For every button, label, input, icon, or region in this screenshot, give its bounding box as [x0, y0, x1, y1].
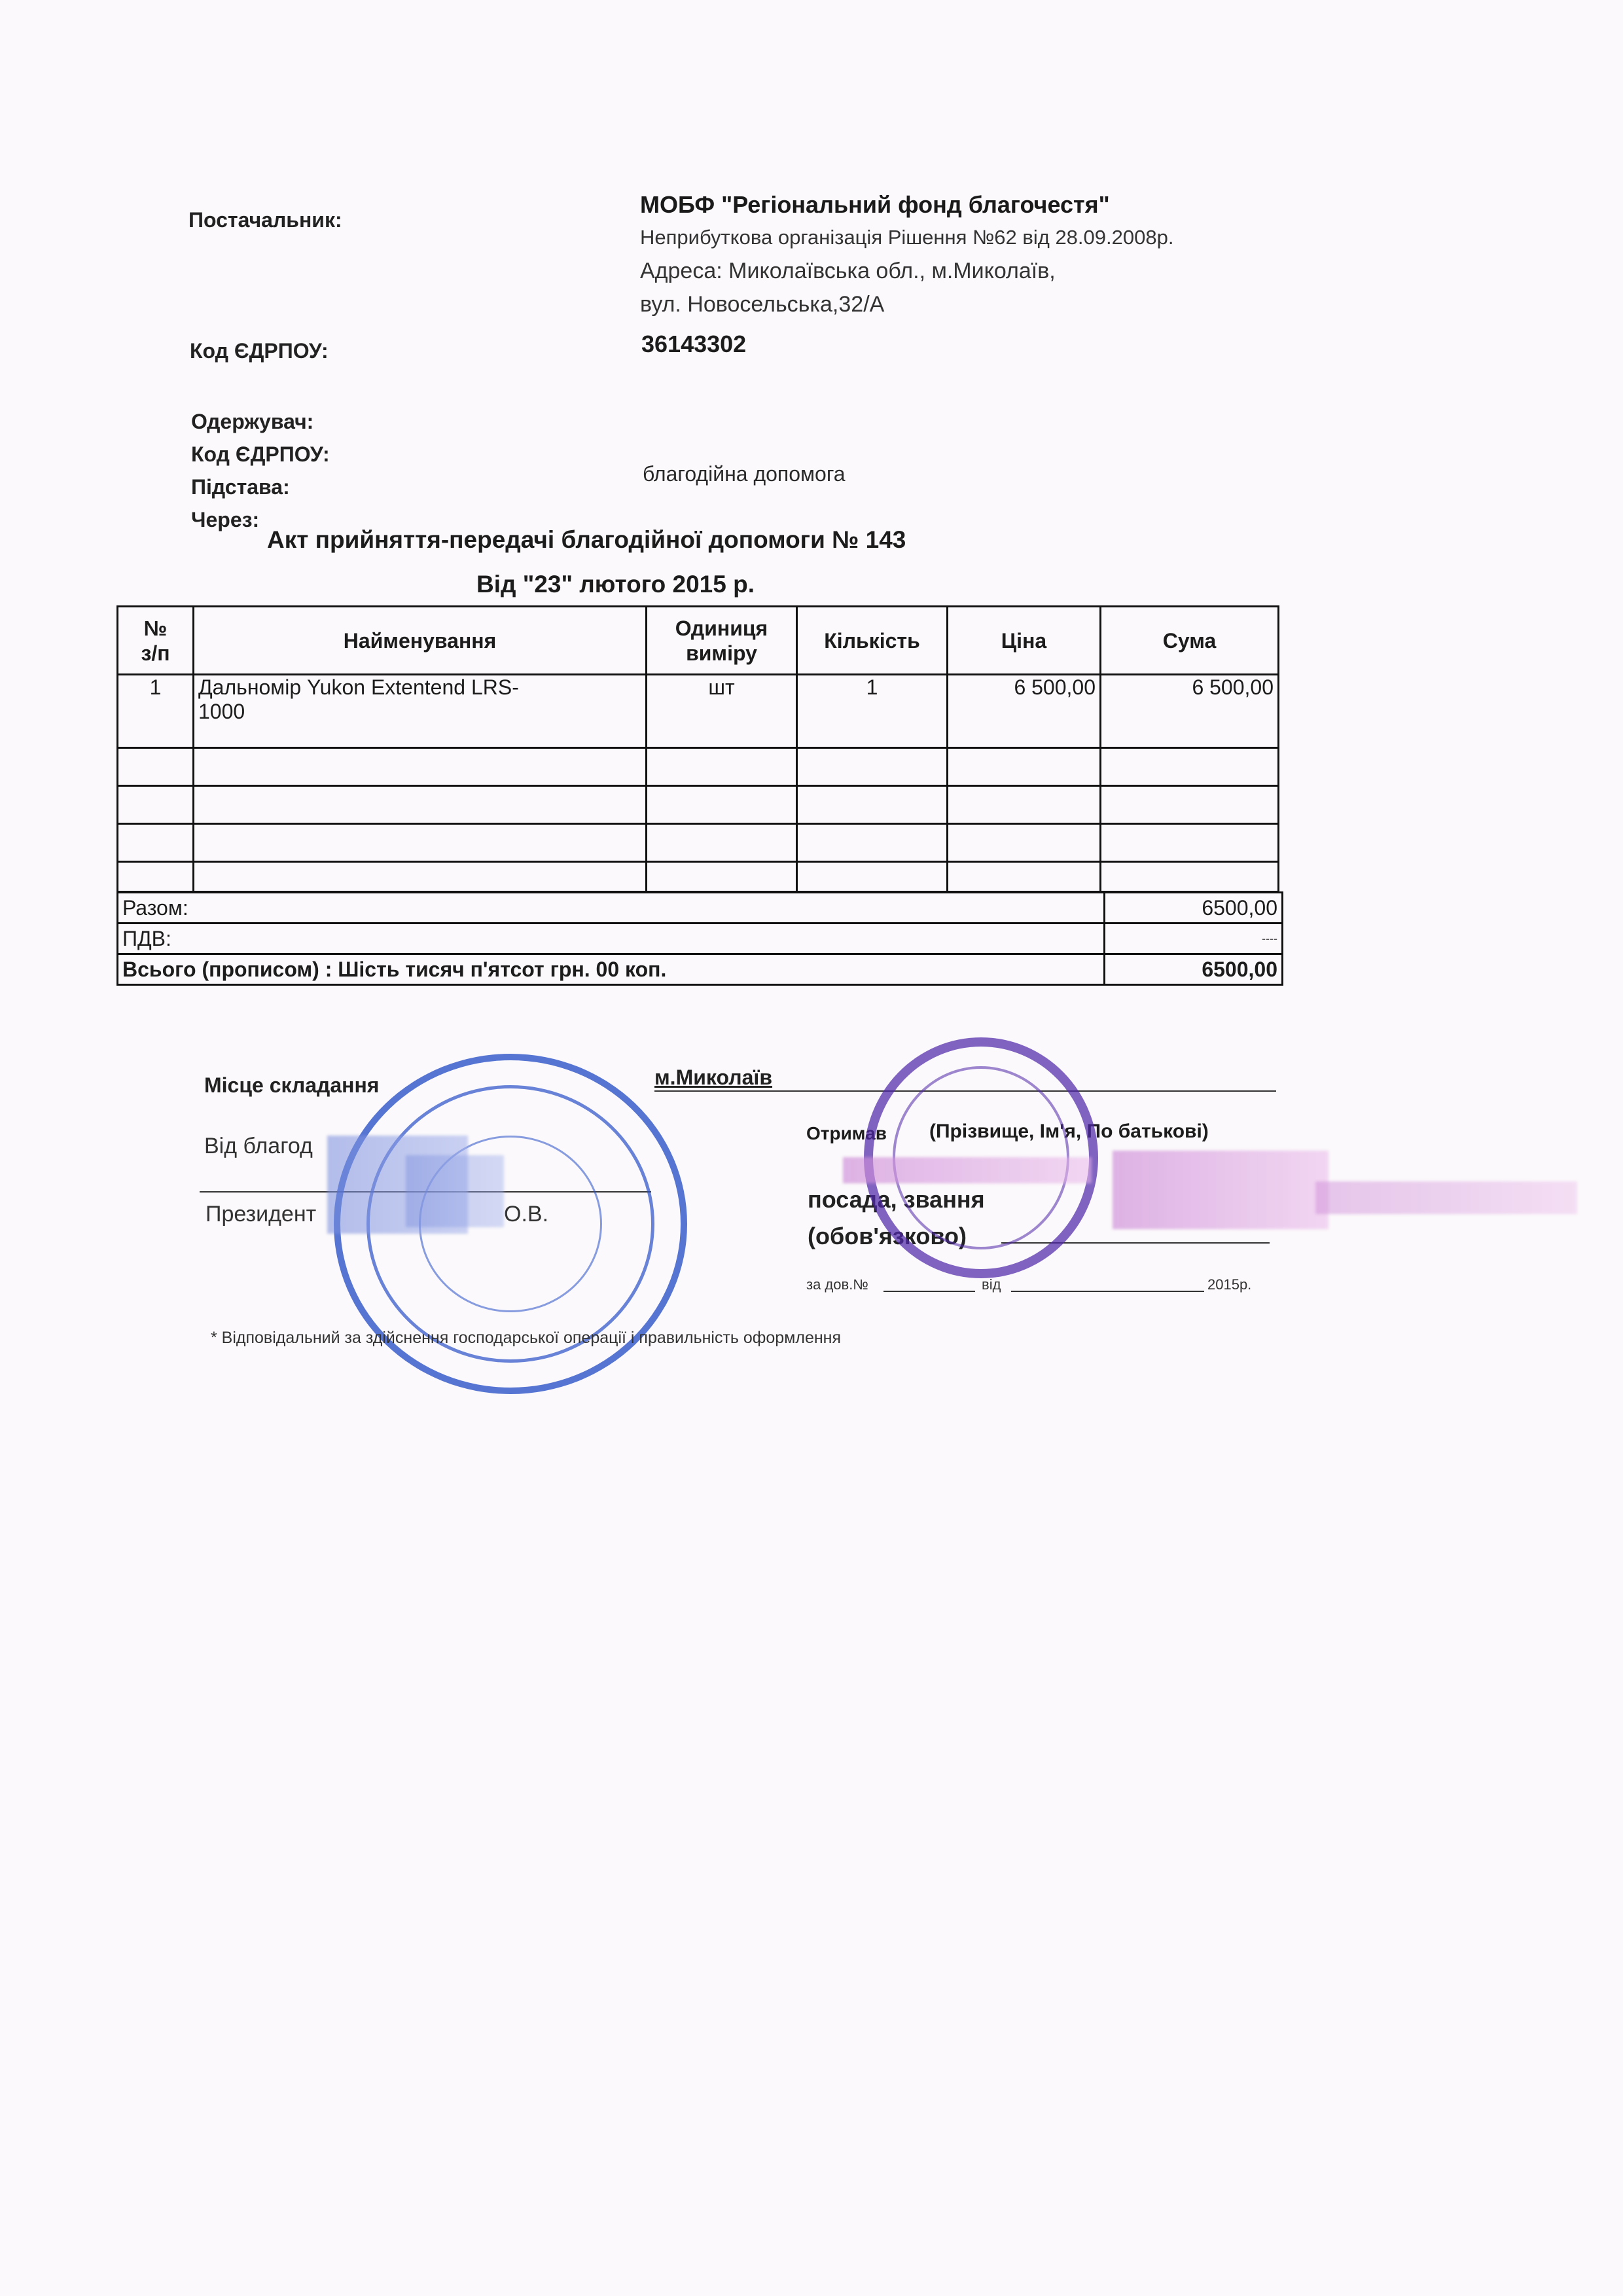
row-price: 6 500,00: [948, 675, 1101, 748]
poa-label: за дов.№: [806, 1276, 868, 1293]
poa-date-line: [1011, 1291, 1204, 1292]
row-unit: шт: [647, 675, 797, 748]
subtotal-value: 6500,00: [1105, 893, 1283, 924]
president-label: Президент: [205, 1202, 317, 1227]
table-row-empty: [118, 786, 1279, 824]
col-qty-header: Кількість: [797, 607, 948, 675]
col-unit-header: [647, 607, 797, 675]
poa-number-line: [883, 1291, 975, 1292]
row-name-line2: 1000: [198, 700, 245, 723]
position-line2: (обов'язково): [808, 1223, 967, 1249]
footnote: * Відповідальний за здійснення господарської операції і правильність оформлення: [211, 1329, 842, 1347]
col-num-header-line1: №: [143, 616, 168, 640]
table-row: [118, 675, 1279, 748]
received-label: Отримав: [806, 1123, 887, 1143]
basis-value: благодійна допомога: [643, 462, 846, 486]
supplier-code: 36143302: [641, 331, 747, 357]
vat-value: ----: [1105, 924, 1283, 954]
recipient-code-label: Код ЄДРПОУ:: [191, 442, 330, 466]
col-num-header-line2: з/п: [141, 641, 170, 665]
table-row-empty: [118, 862, 1279, 892]
position-line1: посада, звання: [808, 1186, 985, 1213]
redaction-pink-3: [1315, 1181, 1577, 1214]
place-label: Місце складання: [204, 1073, 380, 1097]
total-row: [118, 954, 1283, 985]
basis-label: Підстава:: [191, 475, 290, 499]
row-name-line1: Дальномір Yukon Extentend LRS-: [198, 675, 519, 699]
supplier-code-label: Код ЄДРПОУ:: [190, 339, 329, 363]
supplier-address-line2: вул. Новосельська,32/А: [640, 292, 885, 317]
recipient-label: Одержувач:: [191, 410, 314, 433]
supplier-status: Неприбуткова організація Рішення №62 від 28.09.2008р.: [640, 226, 1174, 249]
poa-from: від: [982, 1276, 1001, 1293]
redaction-pink-1: [843, 1157, 1092, 1183]
row-qty: 1: [797, 675, 948, 748]
totals-table: [116, 891, 1283, 986]
row-name: [194, 675, 647, 748]
vat-label: ПДВ:: [118, 924, 1105, 954]
supplier-name: МОБФ "Регіональний фонд благочестя": [640, 191, 1110, 218]
vat-row: [118, 924, 1283, 954]
col-name-header: Найменування: [194, 607, 647, 675]
table-header-row: [118, 607, 1279, 675]
supplier-address-line1: Адреса: Миколаївська обл., м.Миколаїв,: [640, 259, 1056, 283]
poa-year: 2015р.: [1207, 1276, 1252, 1293]
act-date: Від "23" лютого 2015 р.: [476, 571, 755, 598]
supplier-label: Постачальник:: [188, 208, 342, 232]
col-unit-header-line1: Одиниця: [675, 616, 768, 640]
row-num: 1: [118, 675, 194, 748]
redaction-pink-2: [1113, 1151, 1329, 1229]
col-num-header: [118, 607, 194, 675]
place-value: м.Миколаїв: [654, 1066, 773, 1089]
table-row-empty: [118, 824, 1279, 862]
items-table: [116, 605, 1279, 893]
from-label: Від благод: [204, 1134, 313, 1158]
col-sum-header: Сума: [1101, 607, 1279, 675]
total-words: Всього (прописом) : Шість тисяч п'ятсот грн. 00 коп.: [118, 954, 1105, 985]
col-unit-header-line2: виміру: [686, 641, 757, 665]
president-suffix: О.В.: [504, 1202, 549, 1227]
redaction-blue-2: [406, 1155, 504, 1227]
via-label: Через:: [191, 508, 260, 531]
act-title: Акт прийняття-передачі благодійної допомоги № 143: [267, 526, 906, 553]
col-price-header: Ціна: [948, 607, 1101, 675]
total-value: 6500,00: [1105, 954, 1283, 985]
subtotal-label: Разом:: [118, 893, 1105, 924]
row-sum: 6 500,00: [1101, 675, 1279, 748]
received-hint: (Прізвище, Ім'я, По батькові): [929, 1121, 1209, 1142]
table-row-empty: [118, 748, 1279, 786]
subtotal-row: [118, 893, 1283, 924]
